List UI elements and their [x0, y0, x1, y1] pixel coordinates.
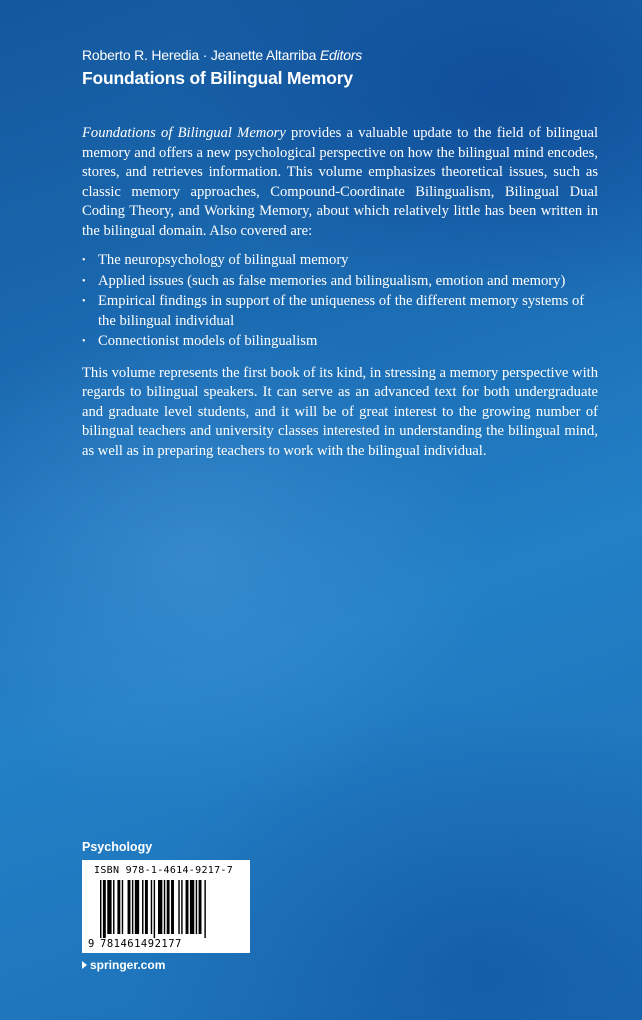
barcode-digits [88, 938, 248, 950]
barcode-bar [100, 880, 101, 938]
editors-line [82, 47, 362, 63]
description [82, 124, 598, 461]
editors-role: Editors [319, 47, 363, 63]
isbn-barcode [82, 860, 250, 953]
barcode-bar [167, 880, 170, 934]
barcode-bar [181, 880, 182, 934]
intro-paragraph [82, 124, 598, 241]
barcode-bar [103, 880, 106, 938]
barcode-bar [128, 880, 131, 934]
barcode-bar [145, 880, 148, 934]
barcode-bar [158, 880, 162, 934]
barcode-bar [190, 880, 194, 934]
barcode-bars [100, 880, 240, 938]
barcode-bar [142, 880, 143, 934]
barcode-bar [196, 880, 197, 934]
barcode-bar [132, 880, 133, 934]
list-item: • Connectionist models of bilingualism [82, 332, 598, 352]
bullet-icon: • [82, 336, 86, 347]
barcode-bar [171, 880, 174, 934]
barcode-bar [178, 880, 179, 934]
bullet-icon: • [82, 296, 86, 307]
closing-paragraph: This volume represents the first book of its kind, in stressing a memory perspective with regards to bilingual speakers. It can serve as an advanced text for both undergraduate and graduate level students, and it will be of great interest to the growing number of bilingual teachers and university classes interested in understanding the bilingual mind, as well as in preparing teachers to work with the bilingual individual. [82, 364, 598, 459]
barcode-bar [164, 880, 165, 934]
bullet-icon: • [82, 275, 86, 287]
editor-names: Roberto R. Heredia · Jeanette Altarriba [82, 47, 317, 63]
barcode-bar [107, 880, 111, 934]
bullet-icon: • [82, 255, 86, 266]
publisher-website[interactable] [82, 958, 165, 972]
topics-list [82, 251, 598, 352]
barcode-bar [199, 880, 202, 934]
barcode-number: 781461492177 [100, 938, 182, 950]
barcode-bar [122, 880, 123, 934]
list-item: • The neuropsychology of bilingual memory [82, 251, 598, 271]
barcode-bar [151, 880, 152, 934]
barcode-bar [135, 880, 139, 934]
book-title: Foundations of Bilingual Memory [82, 68, 353, 88]
arrow-right-icon [82, 961, 87, 969]
barcode-bar [204, 880, 205, 938]
intro-book-title: Foundations of Bilingual Memory [82, 125, 286, 141]
barcode-bar [117, 880, 120, 934]
subject-label: Psychology [82, 840, 153, 854]
barcode-first-digit: 9 [88, 938, 95, 950]
barcode-bar [186, 880, 189, 934]
barcode-bar [113, 880, 114, 934]
barcode-bar [154, 880, 155, 938]
isbn-label: ISBN 978-1-4614-9217-7 [94, 865, 234, 876]
intro-text: provides a valuable update to the field of bilingual memory and offers a new psychological perspective on how the bilingual mind encodes, stores, and retrieves information. This volume emphasizes theoretical issues, such as classic memory approaches, Compound-Coordinate Bilingualism, Bilingual Dual Coding Theory, and Working Memory, about which relatively little has been written in the bilingual domain. Also covered are: [82, 125, 599, 239]
list-item: • Applied issues (such as false memories and bilingualism, emotion and memory) [82, 272, 598, 292]
list-item: • Empirical findings in support of the uniqueness of the different memory systems of the bilingual individual [82, 293, 585, 329]
website-label: springer.com [90, 958, 166, 972]
